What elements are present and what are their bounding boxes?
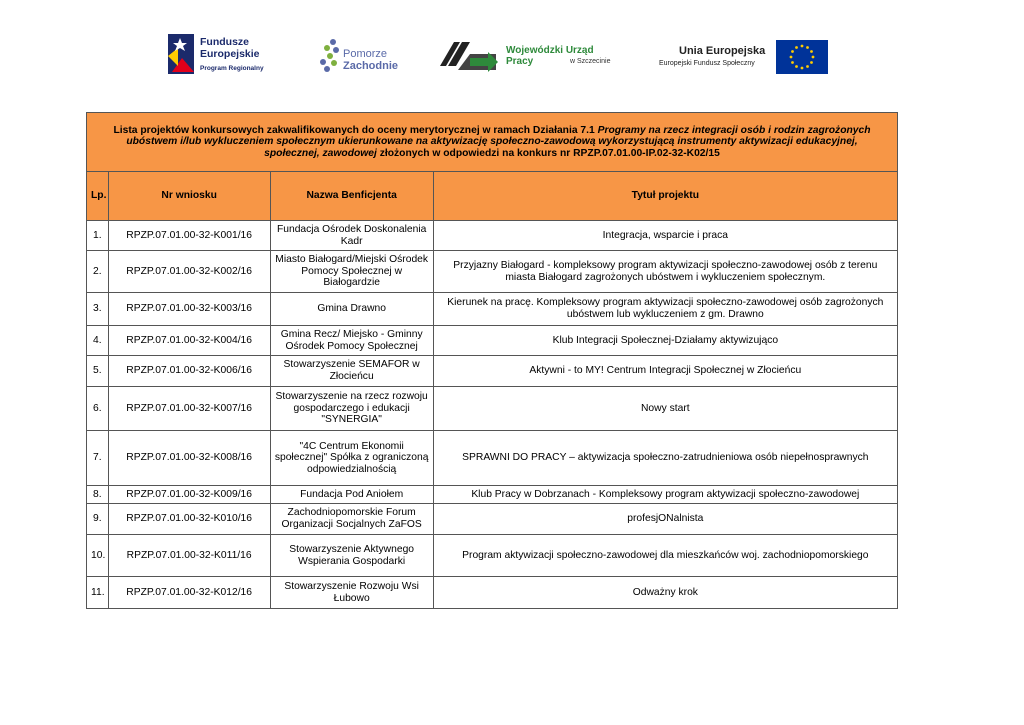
cell-name: Stowarzyszenie Rozwoju Wsi Łubowo	[270, 577, 433, 609]
cell-nr: RPZP.07.01.00-32-K006/16	[108, 356, 270, 387]
logo-bar	[0, 30, 1024, 80]
fe-emblem-icon	[166, 32, 196, 78]
cell-title: Integracja, wsparcie i praca	[433, 221, 897, 251]
cell-nr: RPZP.07.01.00-32-K012/16	[108, 577, 270, 609]
cell-lp: 5.	[87, 356, 109, 387]
cell-nr: RPZP.07.01.00-32-K002/16	[108, 251, 270, 293]
pz-line2: Zachodnie	[343, 60, 399, 72]
cell-name: Zachodniopomorskie Forum Organizacji Socjalnych ZaFOS	[270, 504, 433, 535]
cell-nr: RPZP.07.01.00-32-K004/16	[108, 326, 270, 356]
fe-line3: Program Regionalny	[200, 65, 264, 72]
cell-nr: RPZP.07.01.00-32-K010/16	[108, 504, 270, 535]
cell-lp: 10.	[87, 535, 109, 577]
pz-line1: Pomorze	[343, 48, 388, 60]
wup-line2: w Szczecinie	[570, 58, 611, 65]
header-tytul: Tytuł projektu	[433, 172, 897, 221]
cell-title: Klub Pracy w Dobrzanach - Kompleksowy program aktywizacji społeczno-zawodowej	[433, 486, 897, 504]
cell-name: Gmina Recz/ Miejsko - Gminny Ośrodek Pomocy Społecznej	[270, 326, 433, 356]
cell-title: Odważny krok	[433, 577, 897, 609]
fe-line2: Europejskie	[200, 48, 260, 60]
table-row	[87, 251, 898, 293]
cell-lp: 1.	[87, 221, 109, 251]
cell-title: SPRAWNI DO PRACY – aktywizacja społeczno-zatrudnieniowa osób niepełnosprawnych	[433, 431, 897, 486]
cell-nr: RPZP.07.01.00-32-K009/16	[108, 486, 270, 504]
cell-title: Program aktywizacji społeczno-zawodowej dla mieszkańców woj. zachodniopomorskiego	[433, 535, 897, 577]
cell-nr: RPZP.07.01.00-32-K008/16	[108, 431, 270, 486]
table-row	[87, 326, 898, 356]
cell-nr: RPZP.07.01.00-32-K001/16	[108, 221, 270, 251]
table-header-row	[87, 172, 898, 221]
cell-lp: 8.	[87, 486, 109, 504]
cell-name: Stowarzyszenie na rzecz rozwoju gospodarczego i edukacji "SYNERGIA"	[270, 387, 433, 431]
cell-name: Stowarzyszenie SEMAFOR w Złocieńcu	[270, 356, 433, 387]
cell-name: "4C Centrum Ekonomii społecznej" Spółka z ograniczoną odpowiedzialnością	[270, 431, 433, 486]
cell-lp: 3.	[87, 293, 109, 326]
cell-title: Kierunek na pracę. Kompleksowy program aktywizacji społeczno-zawodowej osób zagrożonych ubóstwem lub wykluczeniem z gm. Drawno	[433, 293, 897, 326]
table-row	[87, 387, 898, 431]
wup-szczecin-logo	[440, 30, 620, 80]
cell-name: Fundacja Pod Aniołem	[270, 486, 433, 504]
fundusze-europejskie-logo	[166, 30, 281, 80]
cell-nr: RPZP.07.01.00-32-K011/16	[108, 535, 270, 577]
ue-line2: Europejski Fundusz Społeczny	[659, 60, 755, 67]
table-row	[87, 356, 898, 387]
cell-nr: RPZP.07.01.00-32-K007/16	[108, 387, 270, 431]
title-part2: złożonych w odpowiedzi na konkurs nr RPZP.07.01.00-IP.02-32-K02/15	[376, 147, 720, 159]
document-title	[87, 113, 898, 172]
cell-lp: 9.	[87, 504, 109, 535]
projects-table	[86, 112, 898, 609]
table-row	[87, 431, 898, 486]
table-row	[87, 486, 898, 504]
cell-lp: 4.	[87, 326, 109, 356]
table-row	[87, 221, 898, 251]
pomorze-zachodnie-logo	[317, 30, 407, 80]
pz-emblem-icon	[317, 36, 343, 76]
table-row	[87, 504, 898, 535]
title-italic: Programy na rzecz integracji osób i rodzin zagrożonych ubóstwem i/lub wykluczeniem społecznym ukierunkowane na aktywizację społeczno-zawodową wykorzystującą instrumenty aktywizacji edukacyjnej, społecznej, zawodowej	[126, 124, 871, 159]
table-row	[87, 577, 898, 609]
cell-title: Aktywni - to MY! Centrum Integracji Społecznej w Złocieńcu	[433, 356, 897, 387]
table-row	[87, 535, 898, 577]
cell-name: Gmina Drawno	[270, 293, 433, 326]
eu-flag-icon	[776, 40, 828, 74]
table-row	[87, 293, 898, 326]
cell-name: Stowarzyszenie Aktywnego Wspierania Gospodarki	[270, 535, 433, 577]
unia-europejska-logo	[655, 30, 830, 80]
fe-line1: Fundusze	[200, 36, 249, 48]
header-nr-wniosku: Nr wniosku	[108, 172, 270, 221]
cell-title: profesjONalnista	[433, 504, 897, 535]
title-part1: Lista projektów konkursowych zakwalifikowanych do oceny merytorycznej w ramach Działania 7.1	[113, 124, 598, 136]
cell-title: Przyjazny Białogard - kompleksowy program aktywizacji społeczno-zawodowej osób z terenu miasta Białogard zagrożonych ubóstwem i wykluczeniem społecznym.	[433, 251, 897, 293]
wup-emblem-icon	[440, 40, 500, 74]
cell-nr: RPZP.07.01.00-32-K003/16	[108, 293, 270, 326]
ue-line1: Unia Europejska	[679, 45, 766, 57]
header-nazwa: Nazwa Benficjenta	[270, 172, 433, 221]
header-lp: Lp.	[87, 172, 109, 221]
cell-name: Miasto Białogard/Miejski Ośrodek Pomocy Społecznej w Białogardzie	[270, 251, 433, 293]
cell-title: Klub Integracji Społecznej-Działamy aktywizująco	[433, 326, 897, 356]
cell-title: Nowy start	[433, 387, 897, 431]
wup-line1: Wojewódzki Urząd Pracy	[506, 45, 594, 67]
cell-name: Fundacja Ośrodek Doskonalenia Kadr	[270, 221, 433, 251]
cell-lp: 6.	[87, 387, 109, 431]
cell-lp: 7.	[87, 431, 109, 486]
cell-lp: 11.	[87, 577, 109, 609]
cell-lp: 2.	[87, 251, 109, 293]
